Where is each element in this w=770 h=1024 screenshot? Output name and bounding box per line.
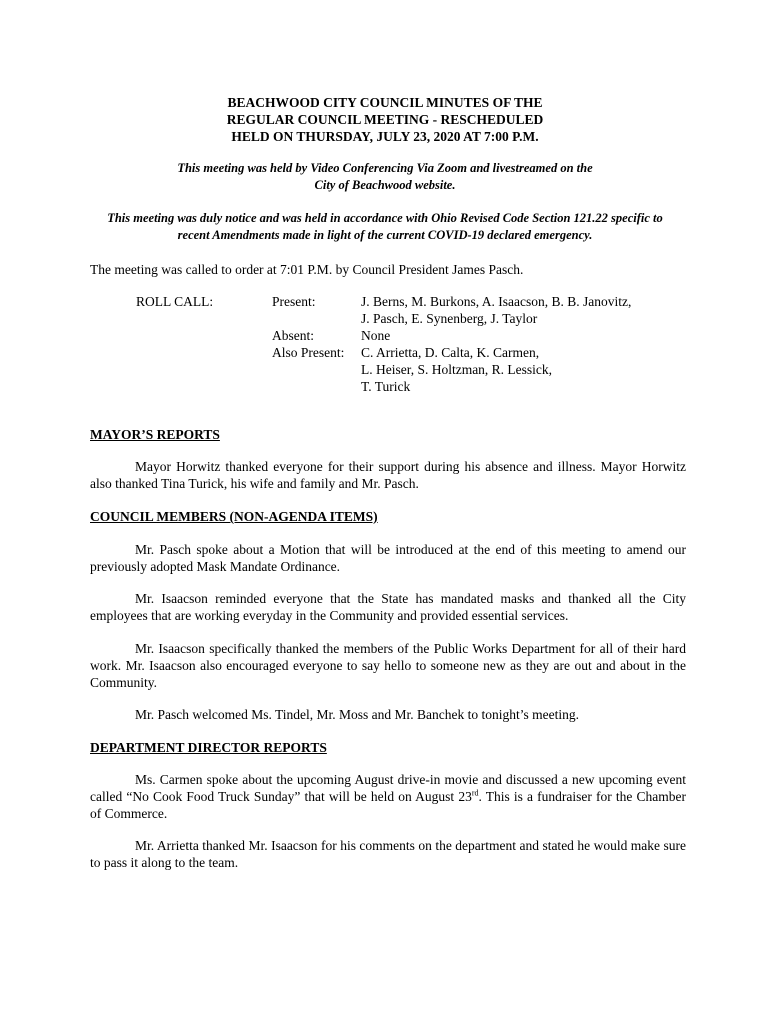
roll-call-labels	[272, 293, 344, 361]
department-paragraph-1	[90, 771, 686, 822]
council-paragraph-2: Mr. Isaacson reminded everyone that the State has mandated masks and thanked all the City employees that are working everyday in the Community and provided essential services.	[90, 591, 686, 623]
department-p1-text-end: . This is a fundraiser for the Chamber of Commerce.	[90, 789, 686, 821]
absent-label: Absent:	[272, 328, 314, 343]
council-paragraph-3: Mr. Isaacson specifically thanked the members of the Public Works Department for all of their hard work. Mr. Isaacson also encouraged everyone to say hello to someone new as they are out and about in the Community.	[90, 641, 686, 690]
title-line-2: REGULAR COUNCIL MEETING - RESCHEDULED	[226, 112, 544, 127]
mayor-reports-heading: MAYOR’S REPORTS	[90, 427, 220, 442]
department-reports-heading: DEPARTMENT DIRECTOR REPORTS	[90, 740, 327, 755]
council-members-heading: COUNCIL MEMBERS (NON-AGENDA ITEMS)	[90, 509, 378, 524]
zoom-note	[80, 160, 690, 194]
absent-value: None	[361, 328, 391, 343]
also-line-3: T. Turick	[361, 379, 411, 394]
also-line-1: C. Arrietta, D. Calta, K. Carmen,	[361, 345, 540, 360]
also-present-label: Also Present:	[272, 345, 345, 360]
present-label: Present:	[272, 294, 316, 309]
roll-call-label: ROLL CALL:	[136, 294, 214, 309]
ohio-code-note	[70, 210, 700, 244]
present-line-1: J. Berns, M. Burkons, A. Isaacson, B. B. Janovitz,	[361, 294, 632, 309]
ohio-note-line-2: recent Amendments made in light of the current COVID-19 declared emergency.	[177, 228, 593, 242]
ohio-note-line-1: This meeting was duly notice and was held in accordance with Ohio Revised Code Section 121.22 specific to	[107, 211, 663, 225]
zoom-note-line-1: This meeting was held by Video Conferencing Via Zoom and livestreamed on the	[177, 161, 593, 175]
present-line-2: J. Pasch, E. Synenberg, J. Taylor	[361, 311, 538, 326]
document-title	[0, 94, 770, 145]
council-paragraph-4: Mr. Pasch welcomed Ms. Tindel, Mr. Moss and Mr. Banchek to tonight’s meeting.	[135, 707, 579, 722]
department-p1-text: Ms. Carmen spoke about the upcoming August drive-in movie and discussed a new upcoming event called “No Cook Food Truck Sunday” that will be held on August 23	[90, 772, 686, 804]
also-line-2: L. Heiser, S. Holtzman, R. Lessick,	[361, 362, 553, 377]
zoom-note-line-2: City of Beachwood website.	[314, 178, 456, 192]
call-to-order: The meeting was called to order at 7:01 P.M. by Council President James Pasch.	[90, 262, 524, 277]
mayor-paragraph-1: Mayor Horwitz thanked everyone for their support during his absence and illness. Mayor Horwitz also thanked Tina Turick, his wife and family and Mr. Pasch.	[90, 459, 686, 491]
title-line-3: HELD ON THURSDAY, JULY 23, 2020 AT 7:00 P.M.	[231, 129, 539, 144]
ordinal-suffix: rd	[471, 788, 479, 798]
council-paragraph-1: Mr. Pasch spoke about a Motion that will be introduced at the end of this meeting to amend our previously adopted Mask Mandate Ordinance.	[90, 542, 686, 574]
title-line-1: BEACHWOOD CITY COUNCIL MINUTES OF THE	[227, 95, 543, 110]
roll-call-values	[361, 293, 631, 395]
department-paragraph-2: Mr. Arrietta thanked Mr. Isaacson for his comments on the department and stated he would make sure to pass it along to the team.	[90, 838, 686, 870]
